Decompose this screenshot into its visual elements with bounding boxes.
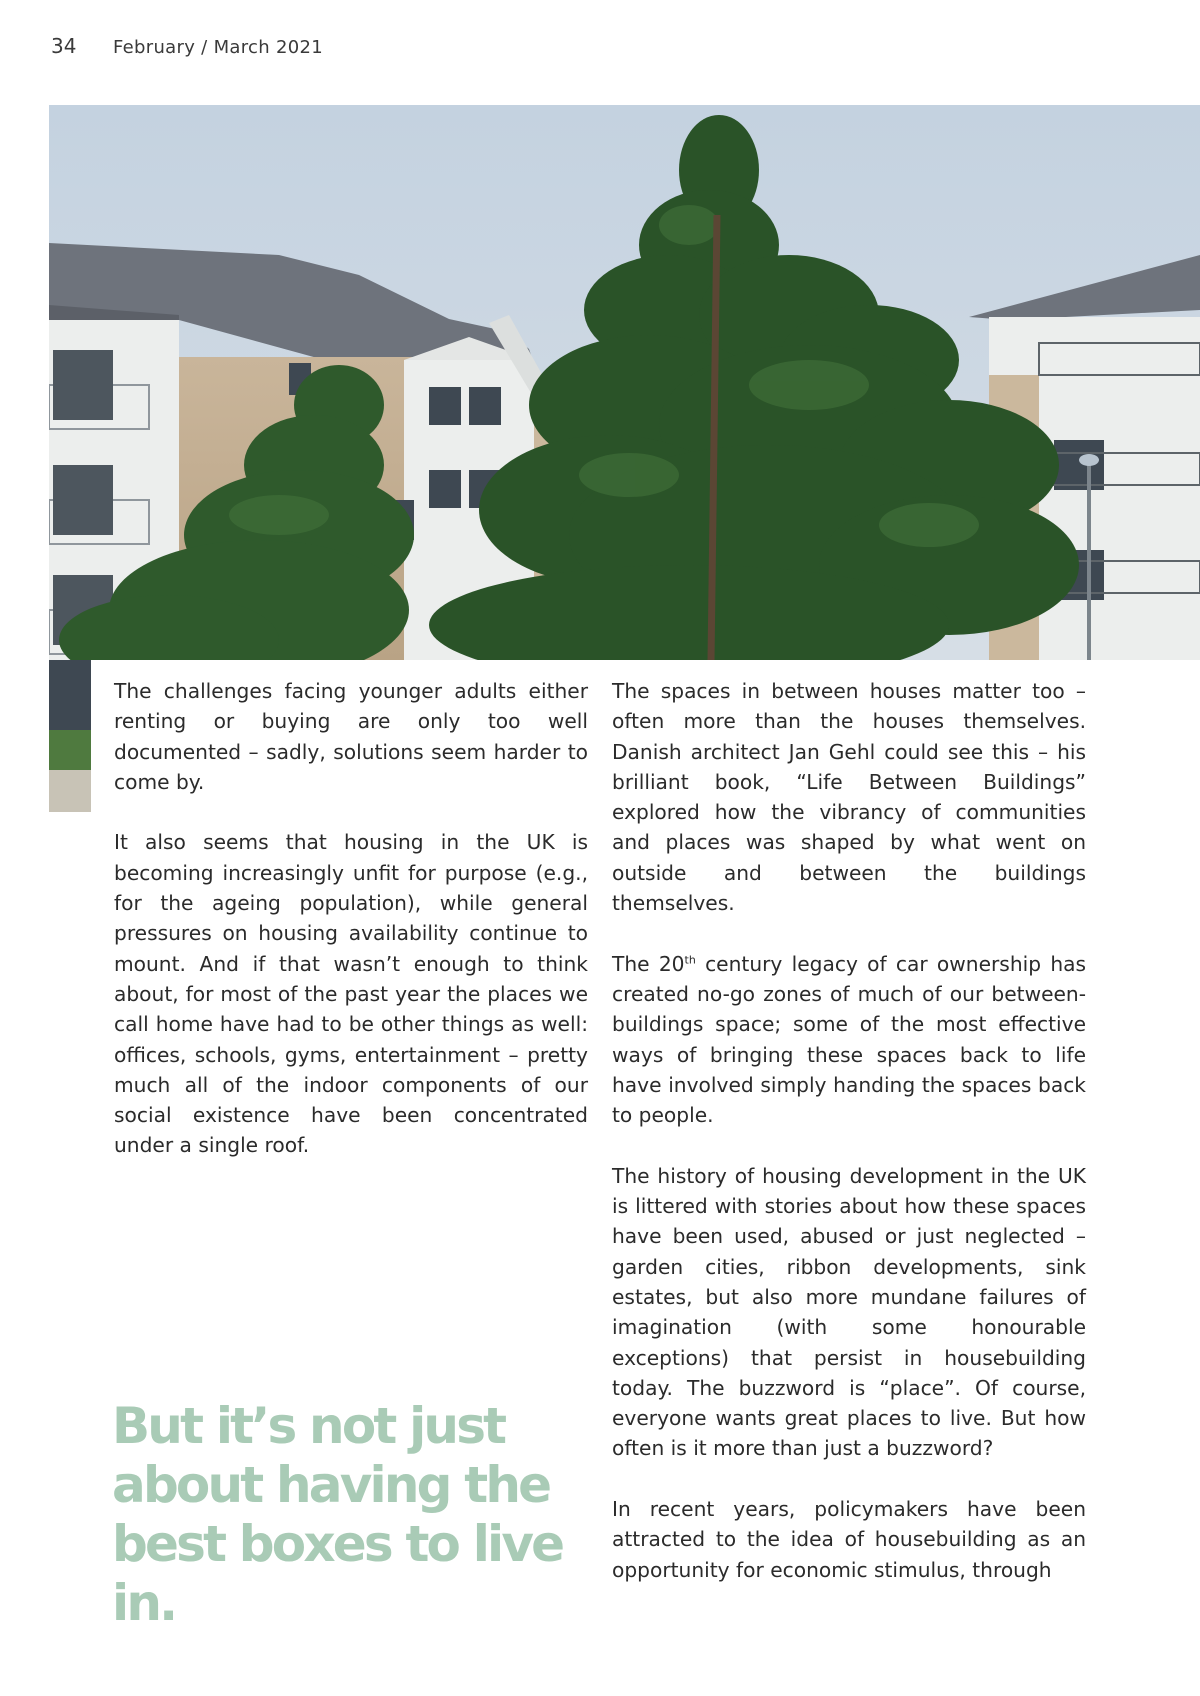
paragraph-start: The 20 (612, 951, 685, 976)
page-number: 34 (51, 34, 77, 58)
superscript: th (684, 952, 696, 966)
issue-date: February / March 2021 (113, 37, 323, 58)
article-column-left (114, 676, 588, 1191)
paragraph-rest: century legacy of car ownership has created no-go zones of much of our between-buildings space; some of the most effective ways of bringing these spaces back to life have involved simply handing the spaces back to people. (612, 951, 1086, 1128)
paragraph: The history of housing development in the UK is littered with stories about how these spaces have been used, abused or just neglected – garden cities, ribbon developments, sink estates, but also more mundane failures of imagination (with some honourable exceptions) that persist in housebuilding today. The buzzword is “place”. Of course, everyone wants great places to live. But how often is it more than just a buzzword? (612, 1163, 1086, 1461)
paragraph: The challenges facing younger adults either renting or buying are only too well documented – sadly, solutions seem harder to come by. (114, 679, 588, 794)
paragraph: The spaces in between houses matter too – often more than the houses themselves. Danish architect Jan Gehl could see this – his brilliant book, “Life Between Buildings” explored how the vibrancy of communities and places was shaped by what went on outside and between the buildings themselves. (612, 679, 1086, 916)
article-column-right (612, 676, 1086, 1615)
paragraph: In recent years, policymakers have been attracted to the idea of housebuilding as an opportunity for economic stimulus, through (612, 1497, 1086, 1582)
hero-image-strip (49, 660, 91, 812)
hero-image (49, 105, 1200, 660)
paragraph: It also seems that housing in the UK is becoming increasingly unfit for purpose (e.g., for the ageing population), while general pressures on housing availability continue to mount. And if that wasn’t enough to think about, for most of the past year the places we call home have had to be other things as well: offices, schools, gyms, entertainment – pretty much all of the indoor components of our social existence have been concentrated under a single roof. (114, 830, 588, 1158)
pull-quote: But it’s not just about having the best boxes to live in. (112, 1397, 563, 1632)
paragraph (612, 949, 1086, 1131)
